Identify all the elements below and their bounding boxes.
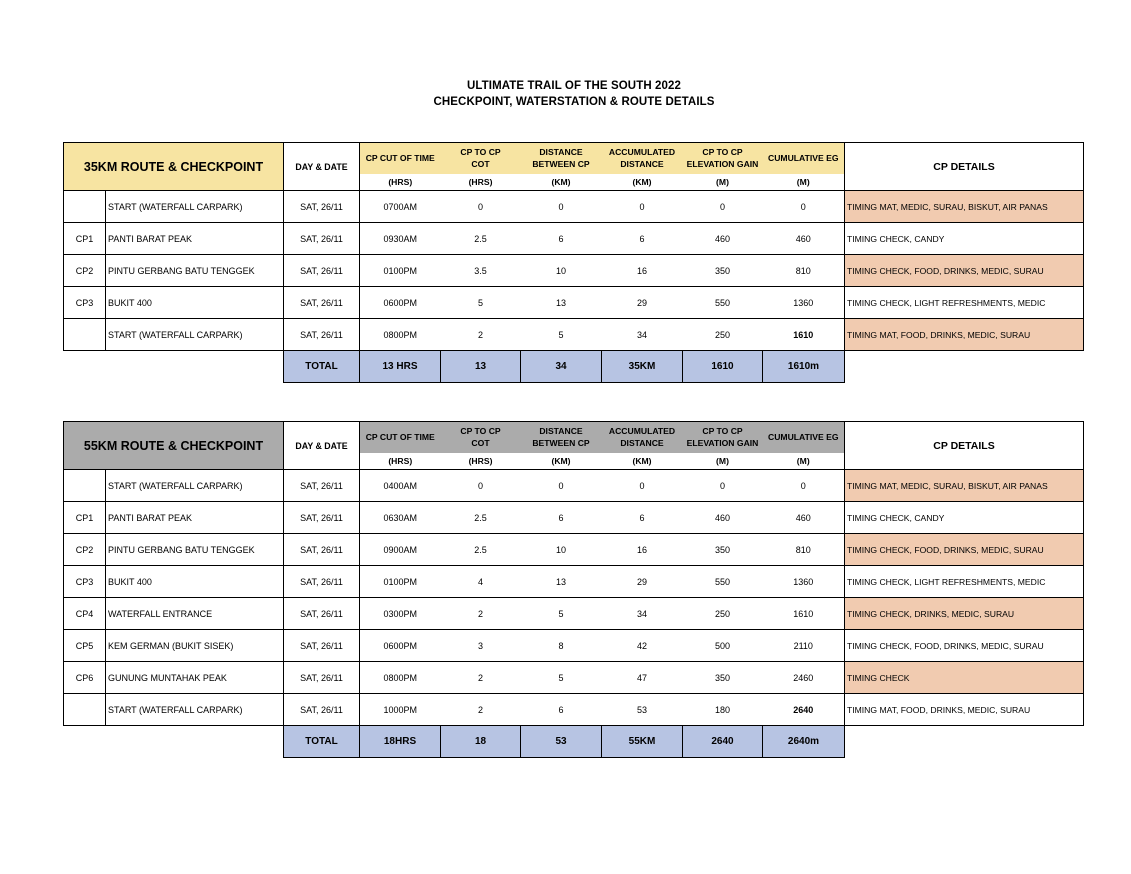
document-subtitle: CHECKPOINT, WATERSTATION & ROUTE DETAILS [433,96,715,108]
distance-between-cp: 5 [521,598,602,630]
unit-label: (HRS) [360,174,441,191]
total-cut-off: 13 HRS [360,351,441,383]
cp-to-cp-cot: 2.5 [441,502,521,534]
cut-off-time: 0930AM [360,223,441,255]
route-55km-rows [64,470,1084,726]
table-row [64,502,1084,534]
unit-label: (KM) [632,176,652,187]
day-date: SAT, 26/11 [284,470,360,502]
checkpoint-location: PANTI BARAT PEAK [106,223,284,255]
checkpoint-location: PINTU GERBANG BATU TENGGEK [106,255,284,287]
checkpoint-location: START (WATERFALL CARPARK) [106,470,284,502]
accumulated-distance: 29 [602,287,683,319]
distance-between-cp: 5 [521,319,602,351]
checkpoint-location: BUKIT 400 [106,566,284,598]
total-cot: 13 [441,351,521,383]
day-date: SAT, 26/11 [284,598,360,630]
cut-off-time: 0700AM [360,191,441,223]
route-35km-rows [64,191,1084,351]
cp-details: TIMING CHECK, CANDY [845,502,1084,534]
unit-label: (M) [716,455,729,466]
cp-details: TIMING CHECK, FOOD, DRINKS, MEDIC, SURAU [845,255,1084,287]
cp-details: TIMING CHECK, CANDY [845,223,1084,255]
cp-details: TIMING CHECK, DRINKS, MEDIC, SURAU [845,598,1084,630]
elevation-gain: 0 [683,191,763,223]
cot-header: CP TO CP COT [441,422,521,453]
table-row [64,534,1084,566]
elevation-gain: 250 [683,598,763,630]
cp-details: TIMING CHECK, LIGHT REFRESHMENTS, MEDIC [845,287,1084,319]
unit-label: (KM) [551,455,571,466]
accumulated-distance: 16 [602,534,683,566]
cp-to-cp-cot: 2.5 [441,223,521,255]
cumulative-eg: 0 [763,191,845,223]
route-35km-table [63,142,1084,383]
cp-to-cp-cot: 3 [441,630,521,662]
distance-between-cp: 6 [521,694,602,726]
cp-to-cp-cot: 4 [441,566,521,598]
cumulative-eg: 1610 [763,319,845,351]
checkpoint-location: PINTU GERBANG BATU TENGGEK [106,534,284,566]
unit-label: (HRS) [468,176,493,187]
elevation-gain: 0 [683,470,763,502]
elevation-gain: 350 [683,255,763,287]
checkpoint-id: CP4 [64,598,106,630]
cp-to-cp-cot: 2 [441,319,521,351]
total-distance: 34 [521,351,602,383]
elevation-gain: 250 [683,319,763,351]
cut-off-header: CP CUT OF TIME [360,422,441,453]
total-cumulative-eg: 2640m [763,726,845,758]
day-date: SAT, 26/11 [284,694,360,726]
accumulated-distance: 6 [602,223,683,255]
day-date: SAT, 26/11 [284,191,360,223]
cut-off-time: 0630AM [360,502,441,534]
checkpoint-id: CP2 [64,255,106,287]
accumulated-header: ACCUMULATED DISTANCE [602,422,683,453]
cumulative-eg: 460 [763,502,845,534]
checkpoint-id: CP2 [64,534,106,566]
elevation-gain: 550 [683,287,763,319]
total-accumulated: 55KM [602,726,683,758]
checkpoint-id [64,694,106,726]
accumulated-distance: 16 [602,255,683,287]
cp-details: TIMING CHECK, FOOD, DRINKS, MEDIC, SURAU [845,534,1084,566]
cumulative-eg: 0 [763,470,845,502]
cp-details: TIMING CHECK, FOOD, DRINKS, MEDIC, SURAU [845,630,1084,662]
cut-off-time: 1000PM [360,694,441,726]
day-date: SAT, 26/11 [284,319,360,351]
document-title: ULTIMATE TRAIL OF THE SOUTH 2022 [466,80,682,92]
cp-to-cp-cot: 0 [441,470,521,502]
cp-to-cp-cot: 2 [441,662,521,694]
distance-between-cp: 0 [521,470,602,502]
accumulated-distance: 0 [602,470,683,502]
cot-header: CP TO CP COT [441,143,521,174]
cumulative-eg: 1610 [763,598,845,630]
checkpoint-location: START (WATERFALL CARPARK) [106,319,284,351]
distance-between-cp: 13 [521,566,602,598]
cumulative-eg: 2460 [763,662,845,694]
cp-details: TIMING CHECK, LIGHT REFRESHMENTS, MEDIC [845,566,1084,598]
table-row [64,630,1084,662]
cp-details-header: CP DETAILS [845,143,1084,191]
accumulated-distance: 29 [602,566,683,598]
accumulated-distance: 42 [602,630,683,662]
checkpoint-location: PANTI BARAT PEAK [106,502,284,534]
cut-off-time: 0800PM [360,319,441,351]
elevation-header: CP TO CP ELEVATION GAIN [683,143,763,174]
distance-between-cp: 6 [521,502,602,534]
total-row [64,351,1084,383]
table-row [64,662,1084,694]
cumulative-eg: 460 [763,223,845,255]
distance-between-cp: 0 [521,191,602,223]
distance-between-cp: 10 [521,534,602,566]
cut-off-header: CP CUT OF TIME [360,143,441,174]
cumulative-eg: 1360 [763,287,845,319]
cut-off-time: 0400AM [360,470,441,502]
checkpoint-id: CP5 [64,630,106,662]
checkpoint-id [64,319,106,351]
total-label: TOTAL [284,351,360,383]
checkpoint-location: KEM GERMAN (BUKIT SISEK) [106,630,284,662]
unit-label: (HRS) [360,453,441,470]
checkpoint-id: CP1 [64,223,106,255]
total-distance: 53 [521,726,602,758]
table-row [64,223,1084,255]
table-row [64,598,1084,630]
cp-details: TIMING CHECK [845,662,1084,694]
distance-between-cp: 10 [521,255,602,287]
checkpoint-location: WATERFALL ENTRANCE [106,598,284,630]
cp-to-cp-cot: 2.5 [441,534,521,566]
checkpoint-location: START (WATERFALL CARPARK) [106,694,284,726]
route-title: 35KM ROUTE & CHECKPOINT [64,143,284,191]
cp-details-header: CP DETAILS [845,422,1084,470]
elevation-gain: 180 [683,694,763,726]
total-elevation: 2640 [683,726,763,758]
total-label: TOTAL [284,726,360,758]
checkpoint-id [64,470,106,502]
cumulative-eg: 1360 [763,566,845,598]
elevation-gain: 350 [683,534,763,566]
cut-off-time: 0100PM [360,255,441,287]
elevation-gain: 550 [683,566,763,598]
total-cut-off: 18HRS [360,726,441,758]
cp-to-cp-cot: 2 [441,598,521,630]
cumulative-eg: 810 [763,255,845,287]
unit-label: (HRS) [468,455,493,466]
accumulated-header: ACCUMULATED DISTANCE [602,143,683,174]
total-row [64,726,1084,758]
cp-to-cp-cot: 5 [441,287,521,319]
accumulated-distance: 34 [602,319,683,351]
route-55km-table [63,421,1084,758]
cp-to-cp-cot: 0 [441,191,521,223]
cut-off-time: 0600PM [360,630,441,662]
cp-details: TIMING MAT, FOOD, DRINKS, MEDIC, SURAU [845,694,1084,726]
day-date: SAT, 26/11 [284,662,360,694]
day-date: SAT, 26/11 [284,630,360,662]
day-date-header: DAY & DATE [284,422,360,470]
distance-header: DISTANCE BETWEEN CP [521,422,602,453]
day-date: SAT, 26/11 [284,534,360,566]
cumulative-eg: 2110 [763,630,845,662]
table-row [64,191,1084,223]
distance-between-cp: 13 [521,287,602,319]
cut-off-time: 0100PM [360,566,441,598]
cp-details: TIMING MAT, MEDIC, SURAU, BISKUT, AIR PANAS [845,470,1084,502]
cut-off-time: 0800PM [360,662,441,694]
day-date: SAT, 26/11 [284,566,360,598]
cut-off-time: 0300PM [360,598,441,630]
elevation-gain: 460 [683,502,763,534]
table-row [64,694,1084,726]
checkpoint-id [64,191,106,223]
checkpoint-id: CP1 [64,502,106,534]
table-row [64,470,1084,502]
cp-to-cp-cot: 3.5 [441,255,521,287]
table-row [64,287,1084,319]
elevation-gain: 500 [683,630,763,662]
total-elevation: 1610 [683,351,763,383]
day-date: SAT, 26/11 [284,255,360,287]
day-date: SAT, 26/11 [284,287,360,319]
cumulative-eg-header: CUMULATIVE EG [763,143,845,174]
cut-off-time: 0600PM [360,287,441,319]
unit-label: (M) [716,176,729,187]
cp-details: TIMING MAT, FOOD, DRINKS, MEDIC, SURAU [845,319,1084,351]
checkpoint-id: CP3 [64,287,106,319]
unit-label: (M) [763,174,845,191]
distance-between-cp: 5 [521,662,602,694]
checkpoint-id: CP6 [64,662,106,694]
accumulated-distance: 47 [602,662,683,694]
unit-label: (M) [763,453,845,470]
distance-between-cp: 8 [521,630,602,662]
accumulated-distance: 53 [602,694,683,726]
table-row [64,566,1084,598]
cp-details: TIMING MAT, MEDIC, SURAU, BISKUT, AIR PANAS [845,191,1084,223]
route-title: 55KM ROUTE & CHECKPOINT [64,422,284,470]
unit-label: (KM) [632,455,652,466]
elevation-gain: 350 [683,662,763,694]
checkpoint-location: GUNUNG MUNTAHAK PEAK [106,662,284,694]
checkpoint-location: BUKIT 400 [106,287,284,319]
total-accumulated: 35KM [602,351,683,383]
cut-off-time: 0900AM [360,534,441,566]
accumulated-distance: 6 [602,502,683,534]
checkpoint-location: START (WATERFALL CARPARK) [106,191,284,223]
elevation-gain: 460 [683,223,763,255]
day-date-header: DAY & DATE [284,143,360,191]
day-date: SAT, 26/11 [284,502,360,534]
total-cumulative-eg: 1610m [763,351,845,383]
table-row [64,255,1084,287]
table-row [64,319,1084,351]
cumulative-eg: 810 [763,534,845,566]
elevation-header: CP TO CP ELEVATION GAIN [683,422,763,453]
day-date: SAT, 26/11 [284,223,360,255]
distance-header: DISTANCE BETWEEN CP [521,143,602,174]
cumulative-eg: 2640 [763,694,845,726]
total-cot: 18 [441,726,521,758]
distance-between-cp: 6 [521,223,602,255]
checkpoint-id: CP3 [64,566,106,598]
accumulated-distance: 34 [602,598,683,630]
cumulative-eg-header: CUMULATIVE EG [763,422,845,453]
accumulated-distance: 0 [602,191,683,223]
cp-to-cp-cot: 2 [441,694,521,726]
unit-label: (KM) [551,176,571,187]
